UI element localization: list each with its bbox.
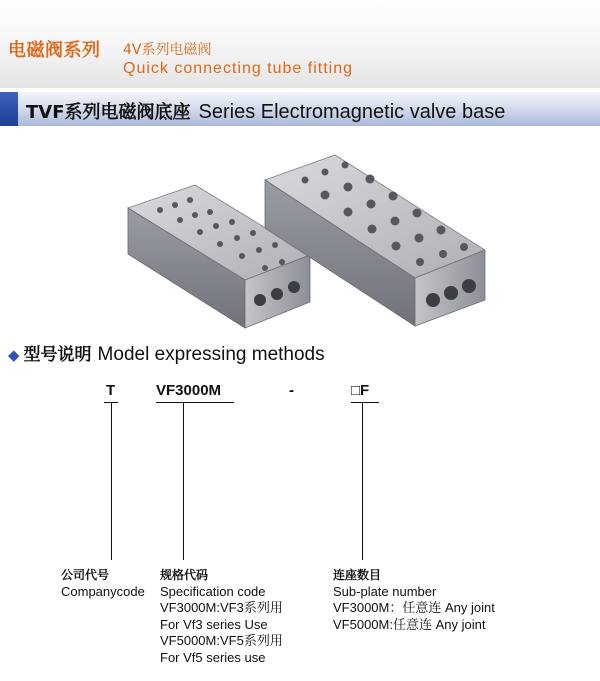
desc-company [61, 567, 145, 600]
desc-company-en: Companycode [61, 583, 145, 599]
leader-line-2 [183, 402, 184, 560]
section-title [26, 98, 505, 124]
brand-title: 电磁阀系列 [8, 40, 101, 61]
model-heading [8, 340, 325, 366]
brand-subtitle: 4V系列电磁阀 [123, 42, 212, 58]
desc-subplate-cn: 连座数目 [333, 568, 382, 582]
desc-spec-line-3: For Vf3 series Use [160, 616, 268, 632]
desc-spec-line-2: VF3000M:VF3系列用 [160, 600, 283, 615]
code-company: T [106, 382, 116, 399]
code-dash: - [289, 382, 294, 399]
leader-line-1 [111, 402, 112, 560]
desc-subplate-line-3: VF5000M:任意连 Any joint [333, 616, 486, 632]
desc-spec-line-5: For Vf5 series use [160, 649, 266, 665]
title-accent [0, 92, 18, 126]
desc-subplate [333, 567, 495, 633]
section-title-cn: TVF系列电磁阀底座 [26, 102, 191, 123]
desc-spec-line-4: VF5000M:VF5系列用 [160, 633, 283, 648]
diamond-icon: ◆ [8, 346, 20, 364]
desc-subplate-line-2: VF3000M：任意连 Any joint [333, 600, 495, 615]
code-spec: VF3000M [156, 382, 222, 399]
model-heading-en: Model expressing methods [97, 344, 325, 365]
leader-line-3 [362, 402, 363, 560]
desc-spec [160, 567, 283, 666]
code-subplate: □F [351, 382, 370, 399]
section-title-en: Series Electromagnetic valve base [198, 101, 506, 123]
desc-spec-line-1: Specification code [160, 583, 266, 599]
desc-spec-cn: 规格代码 [160, 568, 209, 582]
model-heading-cn: 型号说明 [23, 345, 92, 365]
leader-underline-3 [351, 402, 379, 403]
desc-subplate-line-1: Sub-plate number [333, 583, 437, 599]
brand-subtitle-en: Quick connecting tube fitting [123, 60, 354, 77]
valve-base-product-image [120, 150, 500, 330]
leader-underline-2 [156, 402, 234, 403]
desc-company-cn: 公司代号 [61, 568, 110, 582]
